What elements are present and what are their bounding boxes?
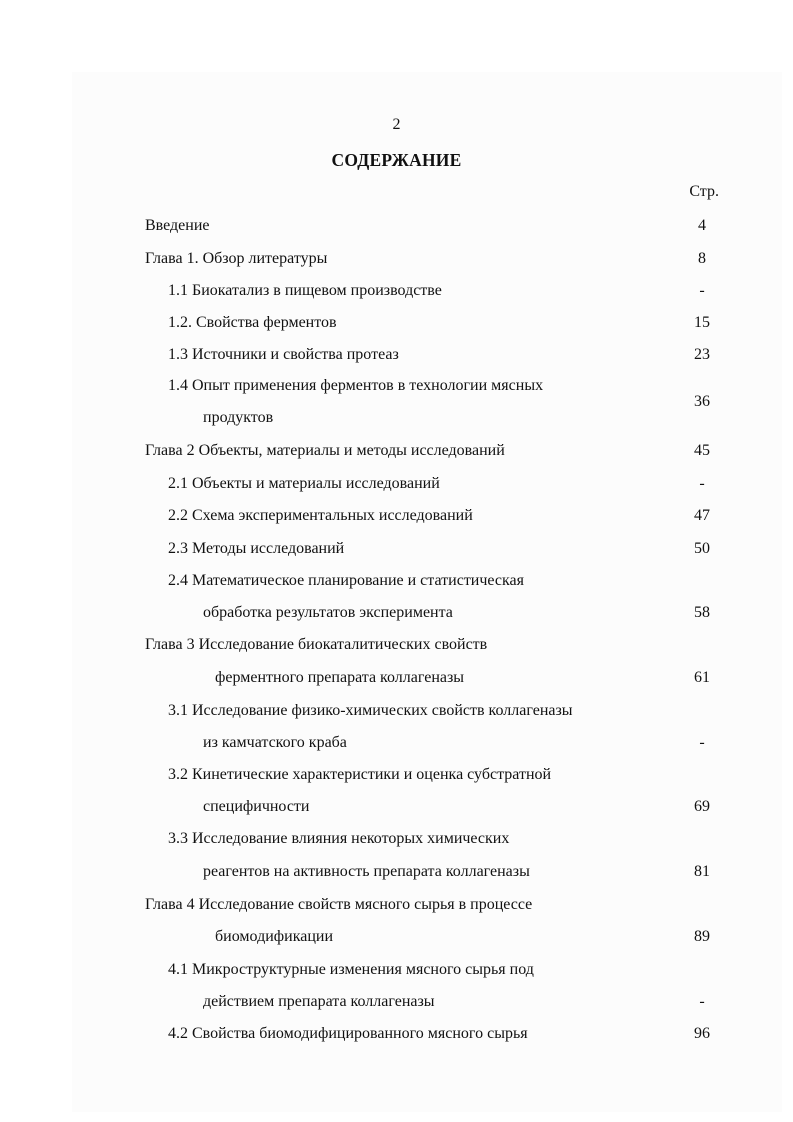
toc-entry-page: 89 (694, 928, 710, 945)
page-number: 2 (392, 116, 401, 133)
toc-entry-title: 4.2 Свойства биомодифицированного мясного сырья (168, 1025, 528, 1042)
toc-entry-page: 15 (694, 314, 710, 331)
toc-entry-title: 2.2 Схема экспериментальных исследований (168, 507, 473, 524)
toc-entry-title: Введение (145, 217, 210, 234)
toc-entry-title: 1.3 Источники и свойства протеаз (168, 346, 399, 363)
toc-entry-title-cont: из камчатского краба (203, 734, 347, 751)
toc-entry-page: 81 (694, 863, 710, 880)
toc-entry-page: 61 (694, 669, 710, 686)
toc-entry-title-cont: биомодификации (215, 928, 334, 945)
toc-entry-title: Глава 3 Исследование биокаталитических свойств (145, 636, 488, 653)
toc-entry-title: 1.1 Биокатализ в пищевом производстве (168, 282, 442, 299)
toc-entry-page: 96 (694, 1025, 710, 1042)
toc-entry-page: 47 (694, 507, 710, 524)
toc-entry-page: 69 (694, 798, 710, 815)
toc-entry-title: 3.3 Исследование влияния некоторых химических (168, 830, 510, 847)
page-column-header: Стр. (689, 183, 719, 200)
toc-entry-page: 50 (694, 540, 710, 557)
toc-entry-page: 36 (694, 393, 710, 410)
toc-entry-page: - (699, 475, 705, 492)
toc-entry-title: 2.3 Методы исследований (168, 540, 345, 557)
toc-entry-page: 58 (694, 604, 710, 621)
toc-entry-title: 1.4 Опыт применения ферментов в технологии мясных (168, 377, 544, 394)
toc-entry-title: Глава 1. Обзор литературы (145, 250, 328, 267)
toc-entry-title: Глава 2 Объекты, материалы и методы исследований (145, 442, 505, 459)
toc-entry-title-cont: ферментного препарата коллагеназы (215, 669, 465, 686)
toc-entry-title: 3.2 Кинетические характеристики и оценка субстратной (168, 766, 552, 783)
toc-entry-page: - (699, 993, 705, 1010)
toc-entry-title-cont: действием препарата коллагеназы (203, 993, 435, 1010)
toc-entry-title-cont: обработка результатов эксперимента (203, 604, 453, 621)
toc-entry-page: 4 (698, 217, 706, 234)
toc-entry-page: - (699, 282, 705, 299)
toc-entry-title: 4.1 Микроструктурные изменения мясного сырья под (168, 961, 534, 978)
toc-entry-title: 1.2. Свойства ферментов (168, 314, 337, 331)
page-title: СОДЕРЖАНИЕ (331, 150, 462, 170)
toc-entry-page: - (699, 734, 705, 751)
toc-entry-title: 2.1 Объекты и материалы исследований (168, 475, 440, 492)
toc-entry-title-cont: специфичности (203, 798, 310, 815)
toc-entry-page: 8 (698, 250, 706, 267)
toc-entry-page: 45 (694, 442, 710, 459)
toc-entry-title: 2.4 Математическое планирование и статистическая (168, 572, 525, 589)
toc-entry-title-cont: продуктов (203, 409, 274, 426)
toc-entry-title: Глава 4 Исследование свойств мясного сырья в процессе (145, 896, 533, 913)
toc-entry-title-cont: реагентов на активность препарата коллагеназы (203, 863, 530, 880)
toc-entry-page: 23 (694, 346, 710, 363)
toc-entry-title: 3.1 Исследование физико-химических свойств коллагеназы (168, 702, 573, 719)
